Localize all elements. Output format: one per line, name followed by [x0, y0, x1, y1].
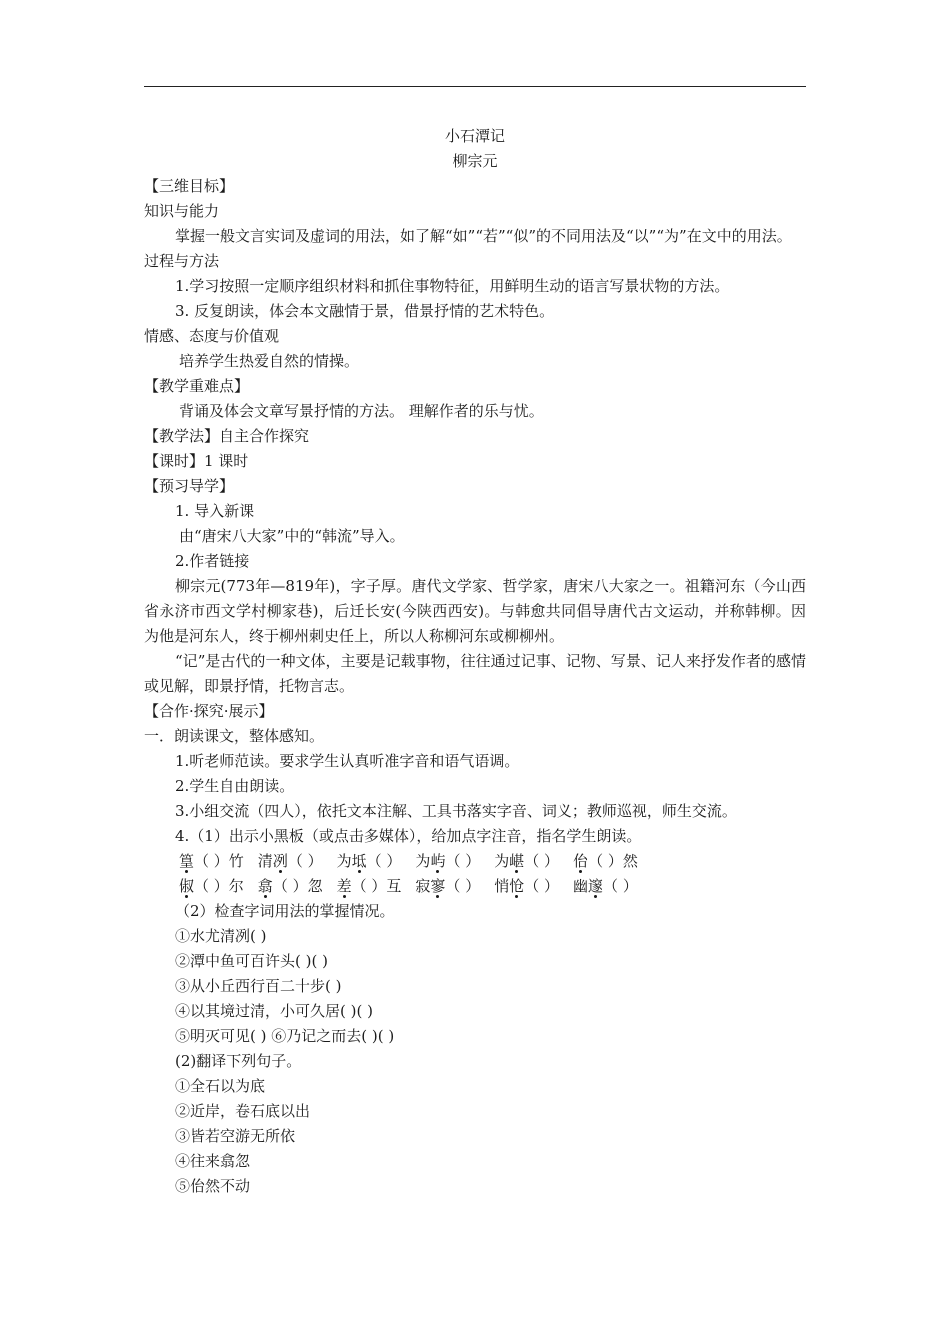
- preview-item-1-text: 由“唐宋八大家”中的“韩流”导入。: [179, 527, 405, 545]
- translate-item: ④往来翕忽: [175, 1152, 251, 1170]
- word-suffix: （ ）然: [588, 852, 638, 870]
- word-prefix: 为: [494, 852, 510, 870]
- check-item: ②潭中鱼可百许头( )( ): [175, 952, 328, 970]
- emotion-heading: 情感、态度与价值观: [144, 327, 280, 345]
- word-suffix: （ ）: [445, 852, 481, 870]
- check-item: ③从小丘西行百二十步( ): [175, 977, 342, 995]
- pronunciation-word: [337, 874, 402, 899]
- check-heading: （2）检查字词用法的掌握情况。: [175, 902, 395, 920]
- genre-paragraph: “记”是古代的一种文体，主要是记载事物，往往通过记事、记物、写景、记人来抒发作者的感情或见解，即景抒情，托物言志。: [144, 652, 806, 695]
- check-item: ⑤明灭可见( ) ⑥乃记之而去( )( ): [175, 1027, 395, 1045]
- pronunciation-word: [415, 874, 480, 899]
- key-points-text: 背诵及体会文章写景抒情的方法。 理解作者的乐与忧。: [179, 402, 544, 420]
- pronunciation-word: [337, 849, 402, 874]
- word-prefix: 为: [336, 852, 352, 870]
- step-item: 1.听老师范读。要求学生认真听准字音和语气语调。: [175, 752, 520, 770]
- translate-item: ②近岸，卷石底以出: [175, 1102, 311, 1120]
- word-prefix: 寂: [415, 877, 431, 895]
- knowledge-heading: 知识与能力: [144, 202, 220, 220]
- class-hours-line: 【课时】1 课时: [144, 452, 249, 470]
- word-suffix: （ ）: [524, 852, 560, 870]
- teaching-method-line: 【教学法】自主合作探究: [144, 427, 310, 445]
- word-prefix: 清: [257, 852, 273, 870]
- preview-item-2: 2.作者链接: [175, 552, 250, 570]
- step-item: 4.（1）出示小黑板（或点击多媒体），给加点字注音，指名学生朗读。: [175, 827, 642, 845]
- word-suffix: （ ）: [603, 877, 638, 895]
- translate-heading: (2)翻译下列句子。: [175, 1052, 302, 1070]
- pronunciation-word: [258, 849, 323, 874]
- pronunciation-word: [494, 849, 559, 874]
- author-bio-paragraph: 柳宗元(773年—819年)，字子厚。唐代文学家、哲学家，唐宋八大家之一。祖籍河东（今山西省永济市西文学村柳家巷)，后迁长安(今陕西西安)。与韩愈共同倡导唐代古文运动，并称韩柳。因为他是河东人，终于柳州刺史任上，所以人称柳河东或柳柳州。: [144, 577, 806, 645]
- pronunciation-word: [573, 849, 638, 874]
- key-points-heading: 【教学重难点】: [144, 377, 250, 395]
- dotted-character: 屿: [430, 852, 446, 870]
- pronunciation-row-2: [144, 874, 806, 899]
- emotion-text: 培养学生热爱自然的情操。: [179, 352, 360, 370]
- word-prefix: 悄: [494, 877, 510, 895]
- dotted-character: 坻: [351, 852, 367, 870]
- preview-item-1: 1. 导入新课: [175, 502, 255, 520]
- pronunciation-word: [179, 849, 244, 874]
- word-suffix: （ ）: [445, 877, 481, 895]
- dotted-character: 冽: [272, 852, 288, 870]
- process-item-1: 1.学习按照一定顺序组织材料和抓住事物特征，用鲜明生动的语言写景状物的方法。: [175, 277, 730, 295]
- dotted-character: 邃: [588, 877, 604, 895]
- word-suffix: （ ）忽: [272, 877, 323, 895]
- word-suffix: （ ）竹: [194, 852, 244, 870]
- dotted-character: 差: [336, 877, 352, 895]
- doc-title: 小石潭记: [444, 127, 505, 145]
- pronunciation-word: [415, 849, 480, 874]
- step-item: 2.学生自由朗读。: [175, 777, 295, 795]
- translate-item: ③皆若空游无所依: [175, 1127, 296, 1145]
- doc-author: 柳宗元: [452, 152, 498, 170]
- dotted-character: 嵁: [509, 852, 525, 870]
- process-item-3: 3. 反复朗读，体会本文融情于景，借景抒情的艺术特色。: [175, 302, 555, 320]
- dotted-character: 怆: [509, 877, 525, 895]
- translate-item: ⑤佁然不动: [175, 1177, 251, 1195]
- preview-heading: 【预习导学】: [144, 477, 235, 495]
- dotted-character: 篁: [179, 852, 195, 870]
- pronunciation-word: [258, 874, 323, 899]
- word-suffix: （ ）互: [351, 877, 402, 895]
- dotted-character: 俶: [179, 877, 195, 895]
- dotted-character: 寥: [430, 877, 446, 895]
- section-goals-heading: 【三维目标】: [144, 177, 235, 195]
- step-item: 3.小组交流（四人），依托文本注解、工具书落实字音、词义；教师巡视，师生交流。: [175, 802, 737, 820]
- pronunciation-word: [494, 874, 559, 899]
- word-suffix: （ ）尔: [194, 877, 244, 895]
- check-item: ④以其境过清，小可久居( )( ): [175, 1002, 373, 1020]
- word-suffix: （ ）: [524, 877, 560, 895]
- header-rule: [144, 86, 806, 87]
- pronunciation-row-1: [144, 849, 806, 874]
- pronunciation-word: [179, 874, 244, 899]
- lesson-document: [144, 124, 806, 1199]
- reading-heading: 一．朗读课文，整体感知。: [144, 727, 325, 745]
- cooperation-heading: 【合作·探究·展示】: [144, 702, 274, 720]
- process-heading: 过程与方法: [144, 252, 220, 270]
- word-prefix: 为: [415, 852, 431, 870]
- knowledge-paragraph: 掌握一般文言实词及虚词的用法，如了解“如”“若”“似”的不同用法及“以”“为”在文中的用法。: [175, 227, 792, 245]
- dotted-character: 翕: [257, 877, 273, 895]
- pronunciation-word: [573, 874, 638, 899]
- translate-item: ①全石以为底: [175, 1077, 266, 1095]
- word-suffix: （ ）: [366, 852, 402, 870]
- word-suffix: （ ）: [287, 852, 323, 870]
- word-prefix: 幽: [573, 877, 589, 895]
- check-item: ①水尤清冽( ): [175, 927, 267, 945]
- dotted-character: 佁: [573, 852, 589, 870]
